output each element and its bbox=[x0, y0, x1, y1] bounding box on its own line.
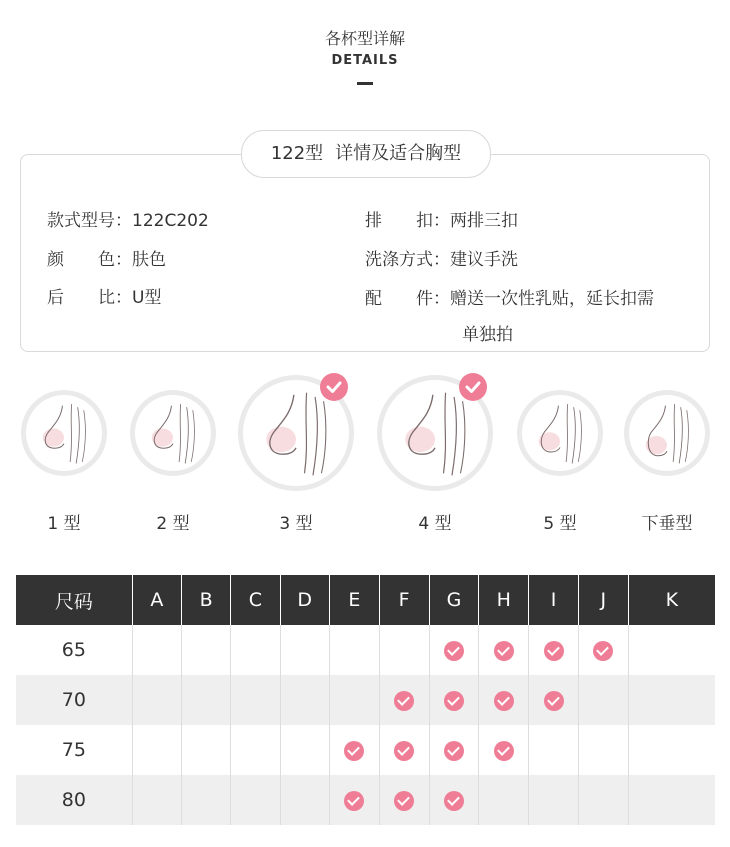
table-row bbox=[16, 625, 715, 675]
info-value: 两排三扣 bbox=[450, 211, 518, 231]
cup-cell bbox=[329, 725, 379, 775]
cup-column-J: J bbox=[578, 575, 628, 625]
page-subtitle: DETAILS bbox=[331, 53, 399, 68]
table-row bbox=[16, 775, 715, 825]
check-icon bbox=[394, 791, 414, 811]
cup-cell bbox=[379, 725, 429, 775]
cup-cell bbox=[578, 725, 628, 775]
cup-cell bbox=[280, 725, 329, 775]
details-header bbox=[0, 26, 730, 85]
cup-cell bbox=[231, 775, 280, 825]
size-table bbox=[16, 575, 715, 825]
cup-column-K: K bbox=[628, 575, 715, 625]
info-row-accessories bbox=[365, 284, 654, 309]
check-icon bbox=[494, 691, 514, 711]
check-icon bbox=[394, 691, 414, 711]
cup-cell bbox=[628, 625, 715, 675]
page-title: 各杯型详解 bbox=[324, 29, 405, 48]
cup-column-F: F bbox=[379, 575, 429, 625]
check-icon bbox=[494, 741, 514, 761]
cup-cell bbox=[181, 675, 230, 725]
cup-cell bbox=[280, 675, 329, 725]
info-row-color bbox=[47, 245, 166, 270]
cup-cell bbox=[429, 725, 479, 775]
info-row-wash bbox=[365, 245, 518, 270]
cup-column-H: H bbox=[479, 575, 529, 625]
check-icon bbox=[494, 641, 514, 661]
cup-cell bbox=[479, 675, 529, 725]
cup-cell bbox=[181, 625, 230, 675]
info-value: 赠送一次性乳贴，延长扣需 bbox=[450, 289, 654, 309]
shape-label: 4 型 bbox=[418, 514, 452, 534]
check-icon bbox=[344, 791, 364, 811]
cup-cell bbox=[231, 725, 280, 775]
cup-cell bbox=[181, 725, 230, 775]
table-row bbox=[16, 725, 715, 775]
cup-column-B: B bbox=[181, 575, 230, 625]
cup-cell bbox=[181, 775, 230, 825]
cup-cell bbox=[578, 675, 628, 725]
cup-cell bbox=[280, 625, 329, 675]
pill-model: 122型 bbox=[270, 143, 324, 164]
band-size: 65 bbox=[61, 639, 86, 661]
info-label: 配 件： bbox=[365, 289, 450, 309]
info-row-back bbox=[47, 283, 161, 308]
selected-check-icon bbox=[459, 373, 487, 401]
cup-cell bbox=[628, 675, 715, 725]
info-label: 后 比： bbox=[47, 288, 132, 308]
cup-cell bbox=[280, 775, 329, 825]
cup-cell bbox=[479, 625, 529, 675]
info-label: 款式型号： bbox=[47, 211, 132, 231]
info-row-model bbox=[47, 206, 209, 231]
check-icon bbox=[444, 641, 464, 661]
cup-cell bbox=[628, 775, 715, 825]
shape-label: 1 型 bbox=[47, 514, 81, 534]
breast-sketch-icon bbox=[26, 395, 102, 471]
band-size: 75 bbox=[61, 739, 86, 761]
cup-column-D: D bbox=[280, 575, 329, 625]
cup-cell bbox=[429, 775, 479, 825]
info-value: U型 bbox=[132, 288, 162, 308]
breast-sketch-icon bbox=[135, 395, 211, 471]
check-icon bbox=[444, 791, 464, 811]
shape-label: 5 型 bbox=[543, 514, 577, 534]
info-value: 单独拍 bbox=[462, 325, 513, 345]
cup-cell bbox=[379, 625, 429, 675]
cup-cell bbox=[231, 675, 280, 725]
cup-cell bbox=[329, 625, 379, 675]
info-label: 洗涤方式： bbox=[365, 250, 450, 270]
cup-cell bbox=[529, 775, 579, 825]
cup-column-C: C bbox=[231, 575, 280, 625]
cup-column-E: E bbox=[329, 575, 379, 625]
cup-column-G: G bbox=[429, 575, 479, 625]
check-icon bbox=[344, 741, 364, 761]
band-size: 70 bbox=[16, 675, 132, 725]
info-label: 颜 色： bbox=[47, 250, 132, 270]
info-row-accessories-cont bbox=[462, 320, 513, 345]
cup-cell bbox=[329, 675, 379, 725]
cup-cell bbox=[429, 625, 479, 675]
check-icon bbox=[444, 741, 464, 761]
cup-cell bbox=[529, 625, 579, 675]
info-value: 建议手洗 bbox=[450, 250, 518, 270]
cup-cell bbox=[132, 725, 181, 775]
cup-cell bbox=[132, 625, 181, 675]
info-row-hooks bbox=[365, 206, 518, 231]
cup-cell bbox=[429, 675, 479, 725]
band-size: 80 bbox=[16, 775, 132, 825]
shape-label: 2 型 bbox=[156, 514, 190, 534]
cup-cell bbox=[479, 775, 529, 825]
pill-text: 详情及适合胸型 bbox=[335, 143, 462, 164]
shape-label: 3 型 bbox=[279, 514, 313, 534]
cup-cell bbox=[329, 775, 379, 825]
size-table-header bbox=[16, 575, 715, 625]
breast-sketch-icon bbox=[629, 395, 705, 471]
cup-cell bbox=[379, 775, 429, 825]
info-value: 122C202 bbox=[132, 211, 209, 231]
size-column-header: 尺码 bbox=[16, 575, 132, 625]
selected-check-icon bbox=[320, 373, 348, 401]
cup-cell bbox=[231, 625, 280, 675]
cup-cell bbox=[578, 625, 628, 675]
table-row bbox=[16, 675, 715, 725]
shape-label: 下垂型 bbox=[641, 514, 693, 534]
check-icon bbox=[544, 691, 564, 711]
cup-cell bbox=[529, 675, 579, 725]
cup-cell bbox=[132, 675, 181, 725]
check-icon bbox=[394, 741, 414, 761]
check-icon bbox=[444, 691, 464, 711]
cup-column-A: A bbox=[132, 575, 181, 625]
cup-cell bbox=[379, 675, 429, 725]
cup-column-I: I bbox=[529, 575, 579, 625]
breast-sketch-icon bbox=[522, 395, 598, 471]
check-icon bbox=[544, 641, 564, 661]
cup-cell bbox=[529, 725, 579, 775]
check-icon bbox=[593, 641, 613, 661]
info-value: 肤色 bbox=[132, 250, 166, 270]
cup-cell bbox=[132, 775, 181, 825]
cup-cell bbox=[479, 725, 529, 775]
cup-cell bbox=[578, 775, 628, 825]
info-label: 排 扣： bbox=[365, 211, 450, 231]
cup-cell bbox=[628, 725, 715, 775]
info-pill bbox=[241, 130, 491, 178]
title-divider bbox=[357, 82, 373, 85]
